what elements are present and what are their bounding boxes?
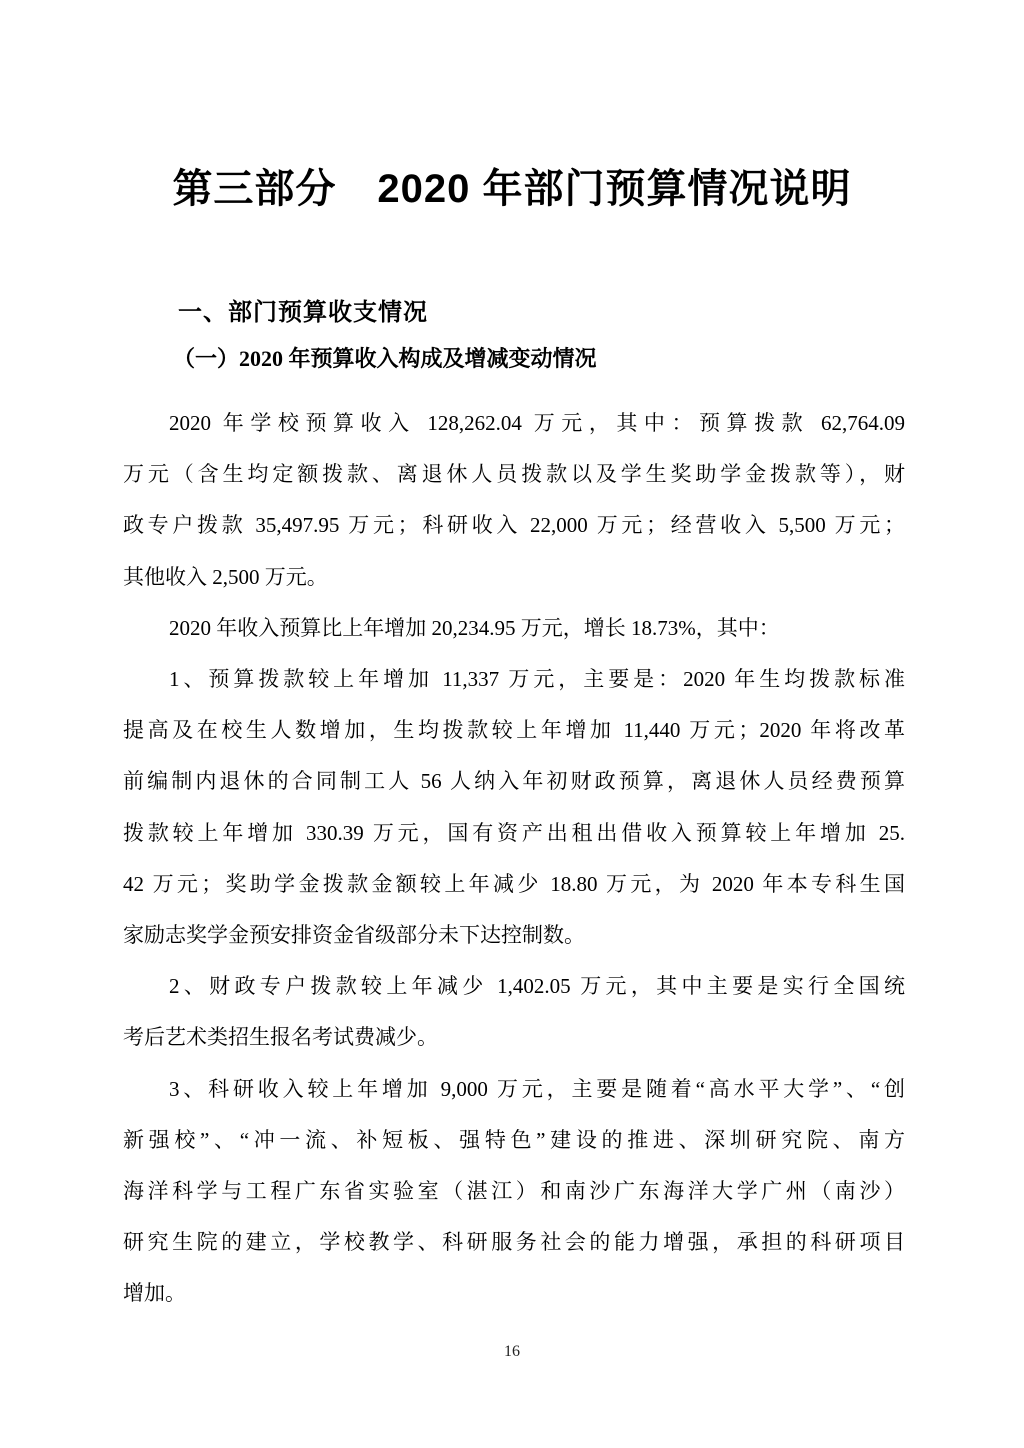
section-heading: 一、部门预算收支情况	[178, 299, 428, 326]
paragraph	[123, 1064, 905, 1320]
subsection-heading: （一）2020 年预算收入构成及增减变动情况	[173, 346, 597, 371]
paragraph-line: 其他收入 2,500 万元。	[123, 564, 328, 589]
paragraph-line: 考后艺术类招生报名考试费减少。	[123, 1025, 438, 1050]
paragraph-line: 提高及在校生人数增加，生均拨款较上年增加 11,440 万元；2020 年将改革	[123, 718, 905, 743]
paragraph-line: 42 万元；奖助学金拨款金额较上年减少 18.80 万元，为 2020 年本专科生国	[123, 871, 905, 896]
paragraph-line: 1、预算拨款较上年增加 11,337 万元，主要是：2020 年生均拨款标准	[169, 667, 905, 692]
paragraph	[123, 654, 905, 961]
page-title: 第三部分 2020 年部门预算情况说明	[172, 167, 852, 211]
paragraph-line: 增加。	[123, 1281, 186, 1306]
paragraph-line: 海洋科学与工程广东省实验室（湛江）和南沙广东海洋大学广州（南沙）	[123, 1179, 905, 1204]
paragraph-line: 前编制内退休的合同制工人 56 人纳入年初财政预算，离退休人员经费预算	[123, 769, 905, 794]
paragraph-line: 家励志奖学金预安排资金省级部分未下达控制数。	[123, 923, 585, 948]
page-number: 16	[504, 1343, 520, 1360]
paragraph-line: 2020 年学校预算收入 128,262.04 万元，其中：预算拨款 62,764.09	[169, 411, 905, 435]
paragraph-line: 新强校”、“冲一流、补短板、强特色”建设的推进、深圳研究院、南方	[123, 1127, 905, 1152]
paragraph-line: 3、科研收入较上年增加 9,000 万元，主要是随着“高水平大学”、“创	[169, 1076, 905, 1101]
paragraph-line: 万元（含生均定额拨款、离退休人员拨款以及学生奖助学金拨款等），财	[123, 462, 905, 487]
body-paragraphs	[123, 398, 905, 1320]
paragraph	[123, 603, 905, 654]
paragraph-line: 2、财政专户拨款较上年减少 1,402.05 万元，其中主要是实行全国统	[169, 974, 905, 999]
paragraph-line: 研究生院的建立，学校教学、科研服务社会的能力增强，承担的科研项目	[123, 1230, 905, 1255]
paragraph-line: 2020 年收入预算比上年增加 20,234.95 万元，增长 18.73%，其中：	[169, 615, 780, 640]
paragraph-line: 拨款较上年增加 330.39 万元，国有资产出租出借收入预算较上年增加 25.	[123, 820, 905, 845]
paragraph	[123, 398, 905, 603]
paragraph-line: 政专户拨款 35,497.95 万元；科研收入 22,000 万元；经营收入 5,500 万元；	[123, 513, 905, 538]
paragraph	[123, 961, 905, 1063]
